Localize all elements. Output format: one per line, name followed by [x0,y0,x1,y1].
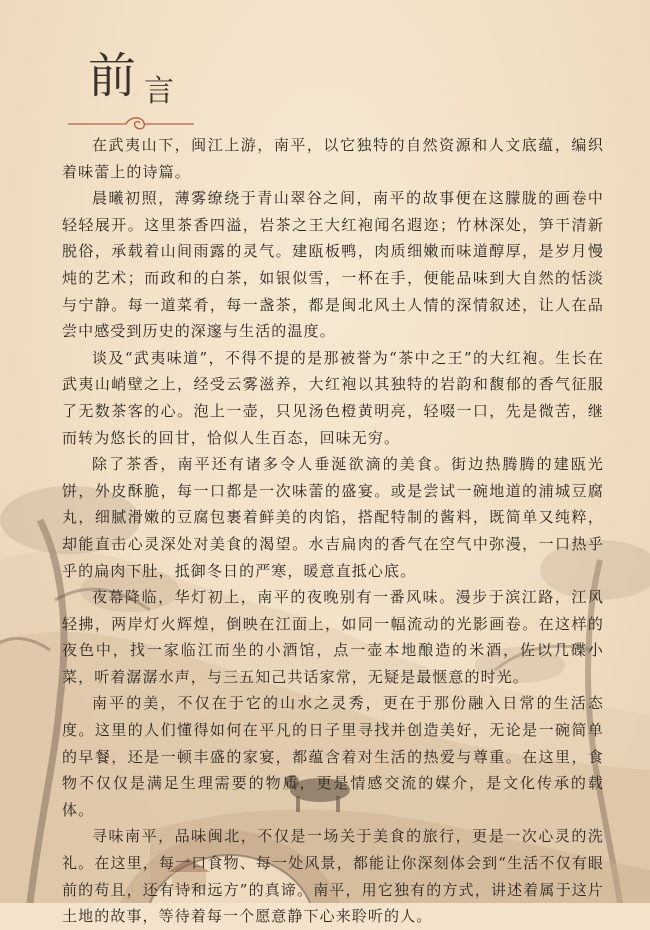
paragraph: 寻味南平，品味闽北，不仅是一场关于美食的旅行，更是一次心灵的洗礼。在这里，每一口食物、每一处风景，都能让你深刻体会到“生活不仅有眼前的苟且，还有诗和远方”的真谛。南平，用它独有的方式，讲述着属于这片土地的故事，等待着每一个愿意静下心来聆听的人。 [62,827,604,926]
page-title: 前 [88,48,138,104]
paragraph: 南平的美，不仅在于它的山水之灵秀，更在于那份融入日常的生活态度。这里的人们懂得如何在平凡的日子里寻找并创造美好，无论是一碗简单的早餐，还是一顿丰盛的家宴，都蕴含着对生活的热爱与尊重。在这里，食物不仅仅是满足生理需要的物质，更是情感交流的媒介，是文化传承的载体。 [62,694,604,819]
preface-body [62,132,604,930]
paragraph: 夜幕降临，华灯初上，南平的夜晚别有一番风味。漫步于滨江路，江风轻拂，两岸灯火辉煌，倒映在江面上，如同一幅流动的光影画卷。在这样的夜色中，找一家临江而坐的小酒馆，点一壶本地酿造的米酒，佐以几碟小菜，听着潺潺水声，与三五知己共话家常，无疑是最惬意的时光。 [62,588,604,686]
page-title-sub: 言 [144,74,174,109]
paragraph: 除了茶香，南平还有诸多令人垂涎欲滴的美食。街边热腾腾的建瓯光饼，外皮酥脆，每一口都是一次味蕾的盛宴。或是尝试一碗地道的浦城豆腐丸，细腻滑嫩的豆腐包裹着鲜美的肉馅，搭配特制的酱料，既简单又纯粹，却能直击心灵深处对美食的渴望。水吉扁肉的香气在空气中弥漫，一口热乎乎的扁肉下肚，抵御冬日的严寒，暖意直抵心底。 [62,455,604,580]
cloud-swirl-ornament [66,112,196,134]
paragraph: 谈及“武夷味道”，不得不提的是那被誉为“茶中之王”的大红袍。生长在武夷山峭壁之上，经受云雾滋养，大红袍以其独特的岩韵和馥郁的香气征服了无数茶客的心。泡上一壶，只见汤色橙黄明亮，轻啜一口，先是微苦，继而转为悠长的回甘，恰似人生百态，回味无穷。 [62,348,604,447]
paragraph: 晨曦初照，薄雾缭绕于青山翠谷之间，南平的故事便在这朦胧的画卷中轻轻展开。这里茶香四溢，岩茶之王大红袍闻名遐迩；竹林深处，笋干清新脱俗，承载着山间雨露的灵气。建瓯板鸭，肉质细嫩而味道醇厚，是岁月慢炖的艺术；而政和的白茶，如银似雪，一杯在手，便能品味到大自然的恬淡与宁静。每一道菜肴，每一盏茶，都是闽北风土人情的深情叙述，让人在品尝中感受到历史的深邃与生活的温度。 [62,189,604,341]
paragraph: 在武夷山下，闽江上游，南平，以它独特的自然资源和人文底蕴，编织着味蕾上的诗篇。 [62,136,604,181]
